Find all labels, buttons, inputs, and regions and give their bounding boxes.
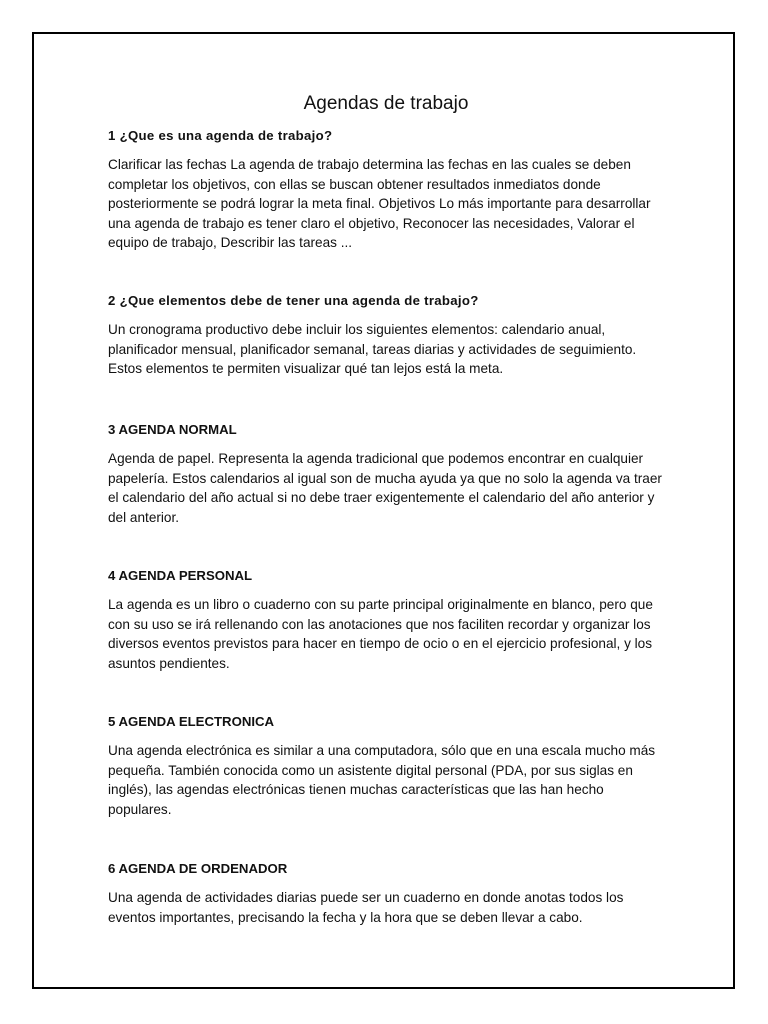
section-heading: 2 ¿Que elementos debe de tener una agenda de trabajo? — [108, 293, 479, 308]
section-body: Agenda de papel. Representa la agenda tradicional que podemos encontrar en cualquier papelería. Estos calendarios al igual son de mucha ayuda ya que no solo la agenda va traer el calendario del año actual si no debe traer exigentemente el calendario del año anterior y del anterior. — [108, 451, 662, 525]
section-body: La agenda es un libro o cuaderno con su parte principal originalmente en blanco, pero que con su uso se irá rellenando con las anotaciones que nos faciliten recordar y organizar los diversos eventos previstos para hacer en tiempo de ocio o en el ejercicio profesional, y los asuntos pendientes. — [108, 597, 653, 671]
section-4 — [108, 567, 664, 673]
section-body: Una agenda de actividades diarias puede ser un cuaderno en donde anotas todos los eventos importantes, precisando la fecha y la hora que se deben llevar a cabo. — [108, 890, 624, 925]
section-2 — [108, 292, 664, 379]
section-6 — [108, 860, 664, 927]
section-body: Un cronograma productivo debe incluir los siguientes elementos: calendario anual, planificador mensual, planificador semanal, tareas diarias y actividades de seguimiento. Estos elementos te permiten visualizar qué tan lejos está la meta. — [108, 322, 637, 376]
section-3 — [108, 421, 664, 527]
section-heading: 3 AGENDA NORMAL — [108, 422, 237, 437]
section-heading: 6 AGENDA DE ORDENADOR — [108, 861, 288, 876]
section-heading: 1 ¿Que es una agenda de trabajo? — [108, 128, 333, 143]
section-body: Clarificar las fechas La agenda de trabajo determina las fechas en las cuales se deben completar los objetivos, con ellas se buscan obtener resultados inmediatos donde posteriormente se podrá lograr la meta final. Objetivos Lo más importante para desarrollar una agenda de trabajo es tener claro el objetivo, Reconocer las necesidades, Valorar el equipo de trabajo, Describir las tareas ... — [108, 157, 651, 250]
section-1 — [108, 127, 664, 253]
section-heading: 5 AGENDA ELECTRONICA — [108, 714, 275, 729]
section-body: Una agenda electrónica es similar a una computadora, sólo que en una escala mucho más pequeña. También conocida como un asistente digital personal (PDA, por sus siglas en inglés), las agendas electrónicas tienen muchas características que las han hecho populares. — [108, 743, 656, 817]
section-heading: 4 AGENDA PERSONAL — [108, 568, 253, 583]
section-5 — [108, 713, 664, 819]
document-title: Agendas de trabajo — [303, 93, 469, 114]
